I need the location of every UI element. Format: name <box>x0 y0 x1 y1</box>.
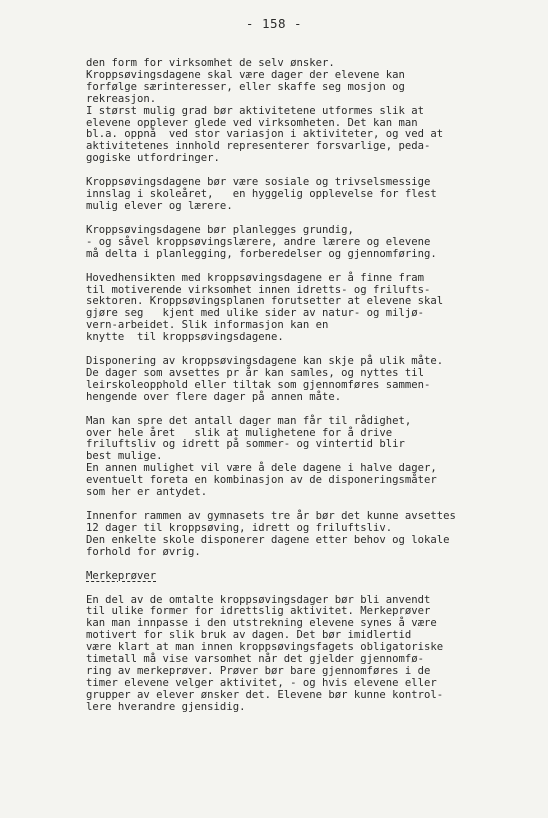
paragraph-badge-tests: En del av de omtalte kroppsøvingsdager bør bli anvendt til ulike former for idrettslig aktivitet. Merkeprøver kan man innpasse i den utstrekning elevene synes å være motivert for slik bruk av dagen. Det bør imidlertid være klart at man innen kroppsøvingsfagets obligatoriske timetall må vise varsomhet når det gjelder gjennomfø- ring av merkeprøver. Prøver bør bare gjennomføres i de timer elevene velger aktivitet, - og hvis elevene eller grupper av elever ønsker det. Elevene bør kunne kontrol- lere hverandre gjensidig. <box>86 593 444 713</box>
section-heading: Merkeprøver <box>86 569 157 582</box>
paragraph-spread-days: Man kan spre det antall dager man får til rådighet, over hele året slik at mulighetene for å drive friluftsliv og idrett på sommer- og vintertid blir best mulige. En annen mulighet vil være å dele dagene i halve dager, eventuelt foreta en kombinasjon av de disponeringsmåter som her er antydet. <box>86 414 437 499</box>
page-number: - 158 - <box>245 16 303 31</box>
paragraph-gymnasium: Innenfor rammen av gymnasets tre år bør det kunne avsettes 12 dager til kroppsøving, idrett og friluftsliv. Den enkelte skole disponerer dagene etter behov og lokale forhold for øvrig. <box>86 510 456 558</box>
paragraph-disposition: Disponering av kroppsøvingsdagene kan skje på ulik måte. De dager som avsettes pr år kan samles, og nyttes til leirskoleopphold eller tiltak som gjennomføres sammen- hengende over flere dager på annen måte. <box>86 355 444 403</box>
document-body <box>86 58 526 726</box>
paragraph-main-purpose: Hovedhensikten med kroppsøvingsdagene er å finne fram til motiverende virksomhet innen idretts- og frilufts- sektoren. Kroppsøvingsplanen forutsetter at elevene skal gjøre seg kjent med ulike sider av natur- og miljø- vern-arbeidet. Slik informasjon kan en knytte til kroppsøvingsdagene. <box>86 271 444 344</box>
paragraph-activity-form: den form for virksomhet de selv ønsker. Kroppsøvingsdagene skal være dager der elevene kan forfølge særinteresser, eller skaffe seg mosjon og rekreasjon. I størst mulig grad bør aktivitetene utformes slik at elevene opplever glede ved virksomheten. Det kan man bl.a. oppnå ved stor variasjon i aktiviteter, og ved at aktivitetenes innhold representerer forsvarlige, peda- gogiske utfordringer. <box>86 57 444 165</box>
paragraph-social: Kroppsøvingsdagene bør være sosiale og trivselsmessige innslag i skoleåret, en hyggelig opplevelse for flest mulig elever og lærere. <box>86 176 437 212</box>
paragraph-planning: Kroppsøvingsdagene bør planlegges grundig, - og såvel kroppsøvingslærere, andre lærere og elevene må delta i planlegging, forberedelser og gjennomføring. <box>86 223 437 260</box>
